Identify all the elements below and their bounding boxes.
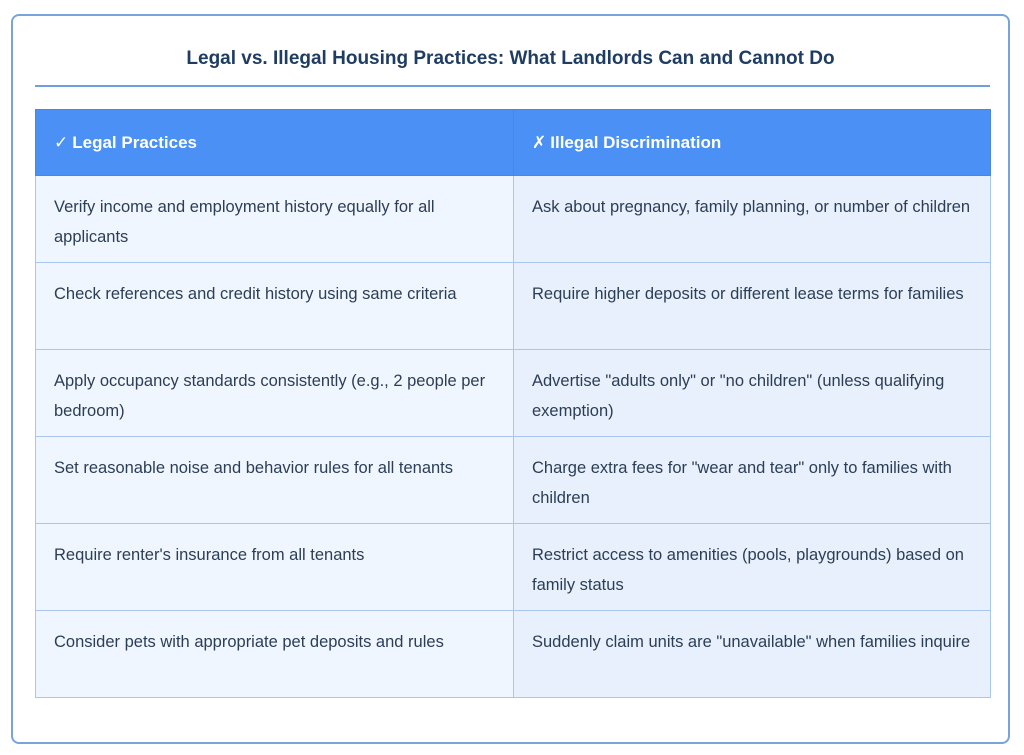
- table-row: [36, 263, 991, 350]
- header-legal-label: Legal Practices: [72, 133, 197, 152]
- header-illegal-discrimination: [514, 110, 991, 176]
- legal-practice-cell: Verify income and employment history equally for all applicants: [36, 176, 514, 263]
- title-divider: [35, 85, 990, 87]
- table-row: [36, 611, 991, 698]
- header-illegal-label: Illegal Discrimination: [550, 133, 722, 152]
- illegal-practice-cell: Ask about pregnancy, family planning, or number of children: [514, 176, 991, 263]
- table-row: [36, 176, 991, 263]
- table-row: [36, 350, 991, 437]
- illegal-practice-cell: Advertise "adults only" or "no children" (unless qualifying exemption): [514, 350, 991, 437]
- legal-practice-cell: Check references and credit history using same criteria: [36, 263, 514, 350]
- cross-icon: ✗: [532, 133, 547, 152]
- legal-practice-cell: Set reasonable noise and behavior rules for all tenants: [36, 437, 514, 524]
- page-title: Legal vs. Illegal Housing Practices: What Landlords Can and Cannot Do: [186, 48, 835, 69]
- legal-practice-cell: Apply occupancy standards consistently (e.g., 2 people per bedroom): [36, 350, 514, 437]
- check-icon: ✓: [54, 133, 69, 152]
- table-row: [36, 437, 991, 524]
- practices-card: [11, 14, 1010, 744]
- illegal-practice-cell: Suddenly claim units are "unavailable" when families inquire: [514, 611, 991, 698]
- illegal-practice-cell: Require higher deposits or different lease terms for families: [514, 263, 991, 350]
- header-legal-practices: [36, 110, 514, 176]
- legal-practice-cell: Consider pets with appropriate pet deposits and rules: [36, 611, 514, 698]
- illegal-practice-cell: Restrict access to amenities (pools, playgrounds) based on family status: [514, 524, 991, 611]
- table-header-row: [36, 110, 991, 176]
- illegal-practice-cell: Charge extra fees for "wear and tear" only to families with children: [514, 437, 991, 524]
- table-row: [36, 524, 991, 611]
- practices-table: [35, 109, 991, 698]
- legal-practice-cell: Require renter's insurance from all tenants: [36, 524, 514, 611]
